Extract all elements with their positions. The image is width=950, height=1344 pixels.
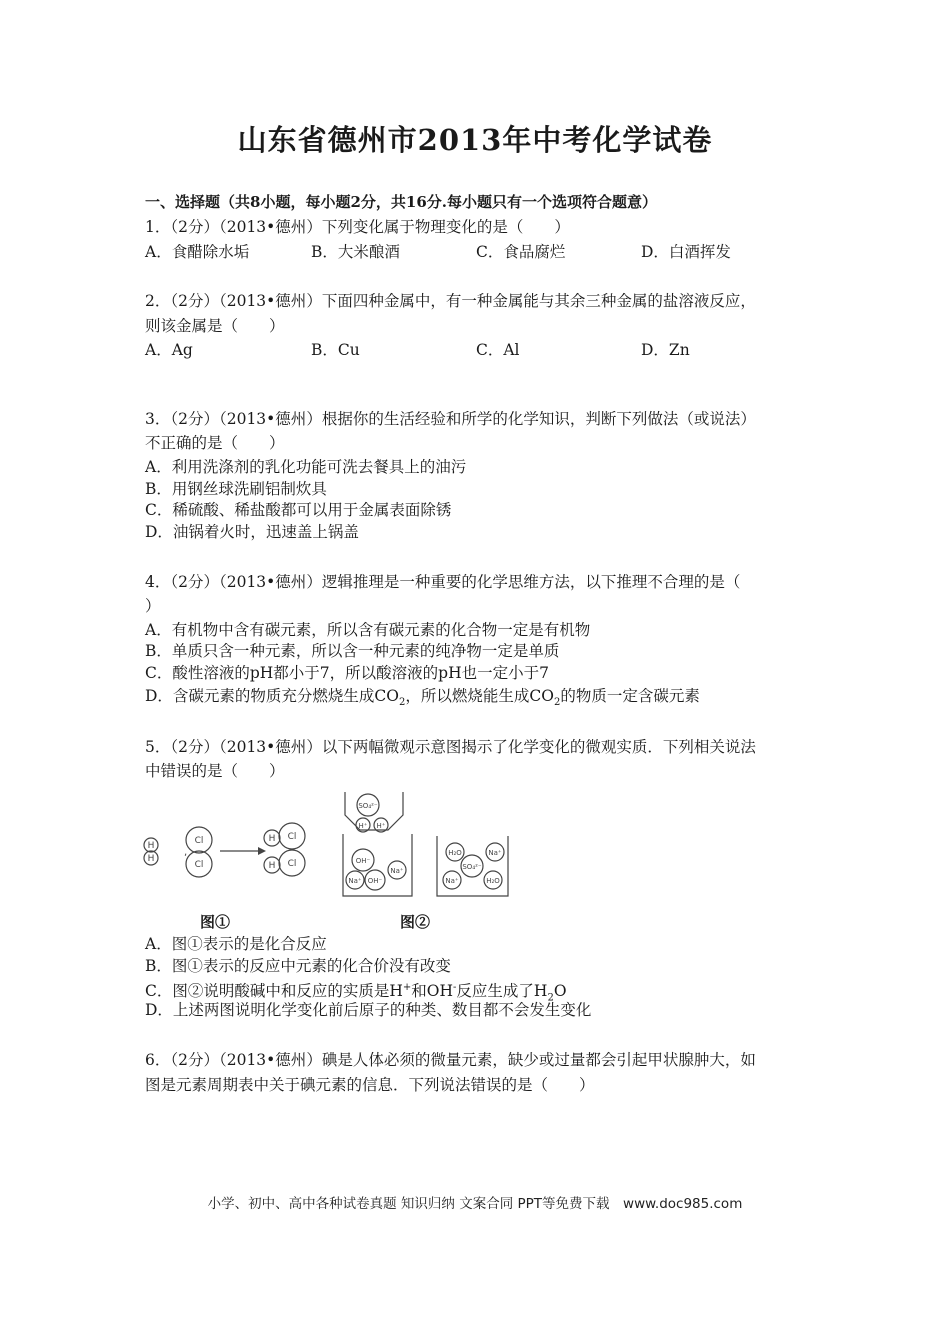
q3-option-d: D．油锅着火时，迅速盖上锅盖: [145, 523, 359, 541]
q2-stem-line1: 2．（2分）（2013•德州）下面四种金属中，有一种金属能与其余三种金属的盐溶液反应，: [145, 292, 756, 310]
q2-stem-line2: 则该金属是（ ）: [145, 317, 285, 335]
q4-option-c: C．酸性溶液的pH都小于7，所以酸溶液的pH也一定小于7: [145, 664, 549, 682]
q5-option-b: B．图①表示的反应中元素的化合价没有改变: [145, 957, 451, 975]
page-title: 山东省德州市2013年中考化学试卷: [237, 123, 713, 157]
fig2-so4-ion-1: SO₄²⁻: [358, 802, 378, 810]
fig2-h-ion-1: H⁺: [358, 822, 368, 830]
q2-option-a: A．Ag: [145, 341, 193, 359]
q5-option-d: D．上述两图说明化学变化前后原子的种类、数目都不会发生变化: [145, 1001, 592, 1019]
fig1-cl-atom-1: Cl: [194, 836, 204, 846]
q4-stem-line1: 4．（2分）（2013•德州）逻辑推理是一种重要的化学思维方法，以下推理不合理的是（: [145, 573, 741, 591]
fig2-na-ion-4: Na⁺: [445, 877, 459, 885]
section-heading: 一、选择题（共8小题，每小题2分，共16分.每小题只有一个选项符合题意）: [145, 193, 657, 211]
q3-stem-line1: 3．（2分）（2013•德州）根据你的生活经验和所学的化学知识，判断下列做法（或说法）: [145, 410, 756, 428]
q1-stem: 1．（2分）（2013•德州）下列变化属于物理变化的是（ ）: [145, 218, 570, 236]
page-footer: 小学、初中、高中各种试卷真题 知识归纳 文案合同 PPT等免费下载 www.doc985.com: [207, 1196, 743, 1212]
q5-option-c: C．图②说明酸碱中和反应的实质是H+和OH-反应生成了$H_2O$: [145, 982, 567, 1004]
svg-text:,: ,: [184, 847, 188, 858]
q4-option-b: B．单质只含一种元素，所以含一种元素的纯净物一定是单质: [145, 642, 560, 660]
fig2-oh-ion-1: OH⁻: [355, 857, 371, 865]
q4-option-d: D．含碳元素的物质充分燃烧生成$CO_2$，所以燃烧能生成$CO_2$的物质一定含碳元素: [145, 687, 700, 709]
q5-stem-line2: 中错误的是（ ）: [145, 762, 285, 780]
fig2-oh-ion-2: OH⁻: [367, 877, 383, 885]
figure-2-label: 图②: [400, 913, 431, 931]
q5-stem-line1: 5．（2分）（2013•德州）以下两幅微观示意图揭示了化学变化的微观实质．下列相关说法: [145, 738, 756, 756]
q3-option-c: C．稀硫酸、稀盐酸都可以用于金属表面除锈: [145, 501, 452, 519]
fig1-h-atom-2: H: [147, 854, 155, 864]
fig1-cl-atom-2: Cl: [194, 860, 204, 870]
q2-option-b: B．Cu: [311, 341, 360, 359]
figure-1-diagram: [140, 818, 320, 888]
q2-option-d: D．Zn: [641, 341, 690, 359]
fig2-so4-ion-2: SO₄²⁻: [462, 863, 482, 871]
fig1-h-atom-3: H: [268, 834, 276, 844]
fig2-h2o-1: H₂O: [448, 849, 462, 857]
fig1-h-atom-1: H: [147, 841, 155, 851]
fig2-na-ion-3: Na⁺: [488, 849, 502, 857]
q1-option-a: A．食醋除水垢: [145, 243, 250, 261]
q4-option-a: A．有机物中含有碳元素，所以含有碳元素的化合物一定是有机物: [145, 621, 591, 639]
q1-option-c: C．食品腐烂: [476, 243, 566, 261]
figure-2-diagram: [335, 790, 520, 900]
q3-option-a: A．利用洗涤剂的乳化功能可洗去餐具上的油污: [145, 458, 467, 476]
fig2-h-ion-2: H⁺: [376, 822, 386, 830]
fig1-cl-atom-3: Cl: [287, 832, 297, 842]
figure-1-label: 图①: [200, 913, 231, 931]
q1-option-d: D．白酒挥发: [641, 243, 731, 261]
q3-option-b: B．用钢丝球洗刷铝制炊具: [145, 480, 327, 498]
q5-option-a: A．图①表示的是化合反应: [145, 935, 327, 953]
q2-option-c: C．Al: [476, 341, 520, 359]
fig2-h2o-2: H₂O: [486, 877, 500, 885]
fig1-cl-atom-4: Cl: [287, 859, 297, 869]
fig2-na-ion-1: Na⁺: [390, 867, 404, 875]
q6-stem-line2: 图是元素周期表中关于碘元素的信息．下列说法错误的是（ ）: [145, 1076, 595, 1094]
q6-stem-line1: 6．（2分）（2013•德州）碘是人体必须的微量元素，缺少或过量都会引起甲状腺肿大，如: [145, 1051, 756, 1069]
q4-stem-line2: ）: [145, 597, 161, 615]
q3-stem-line2: 不正确的是（ ）: [145, 434, 285, 452]
q1-option-b: B．大米酿酒: [311, 243, 400, 261]
fig1-h-atom-4: H: [268, 861, 276, 871]
fig2-na-ion-2: Na⁺: [348, 877, 362, 885]
